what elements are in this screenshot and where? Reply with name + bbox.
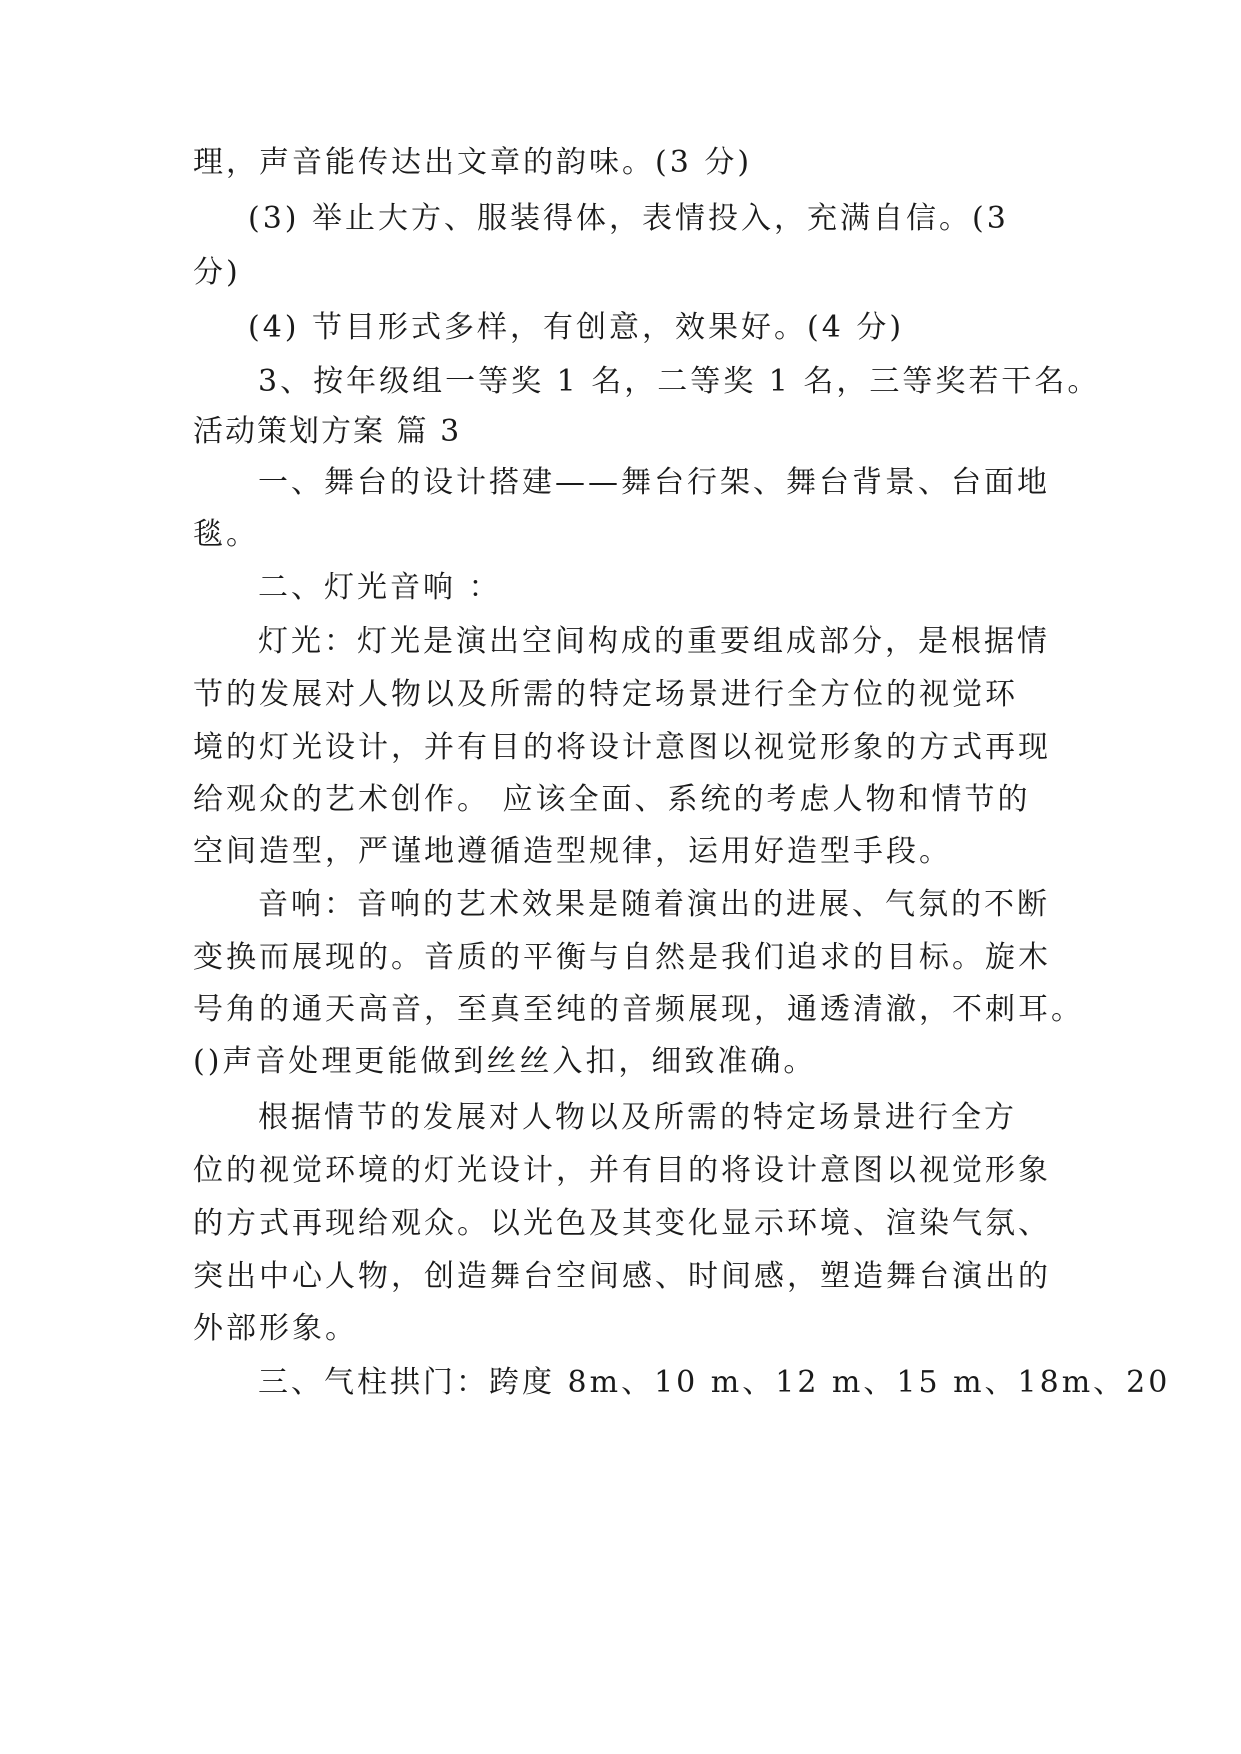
text-line: 二、灯光音响 ： <box>258 570 502 605</box>
text-line: 灯光：灯光是演出空间构成的重要组成部分，是根据情 <box>258 624 1050 659</box>
text-line: 理，声音能传达出文章的韵味。(3 分) <box>193 145 753 180</box>
text-line: 分) <box>193 255 241 290</box>
text-line: 号角的通天高音，至真至纯的音频展现，通透清澈，不刺耳。 <box>193 992 1084 1027</box>
text-line: 3、按年级组一等奖 1 名，二等奖 1 名，三等奖若干名。 <box>258 364 1101 399</box>
text-line: 位的视觉环境的灯光设计，并有目的将设计意图以视觉形象 <box>193 1153 1051 1188</box>
text-line: ()声音处理更能做到丝丝入扣，细致准确。 <box>193 1044 817 1079</box>
text-line: 三、气柱拱门：跨度 8m、10 m、12 m、15 m、18m、20 <box>258 1365 1171 1400</box>
text-line: 音响：音响的艺术效果是随着演出的进展、气氛的不断 <box>258 887 1050 922</box>
text-line: 根据情节的发展对人物以及所需的特定场景进行全方 <box>258 1100 1017 1135</box>
text-line: 突出中心人物，创造舞台空间感、时间感，塑造舞台演出的 <box>193 1259 1051 1294</box>
text-line: 变换而展现的。音质的平衡与自然是我们追求的目标。旋木 <box>193 940 1051 975</box>
text-line: 一、舞台的设计搭建——舞台行架、舞台背景、台面地 <box>258 465 1050 500</box>
text-line: 的方式再现给观众。以光色及其变化显示环境、渲染气氛、 <box>193 1206 1051 1241</box>
text-line: 毯。 <box>193 517 259 552</box>
text-line: 境的灯光设计，并有目的将设计意图以视觉形象的方式再现 <box>193 730 1051 765</box>
section-heading: 活动策划方案 篇 3 <box>193 414 462 449</box>
text-line: 给观众的艺术创作。 应该全面、系统的考虑人物和情节的 <box>193 782 1031 817</box>
text-line: (3) 举止大方、服装得体，表情投入，充满自信。(3 <box>248 201 1009 236</box>
text-line: 外部形象。 <box>193 1311 358 1346</box>
text-line: (4) 节目形式多样，有创意，效果好。(4 分) <box>248 310 905 345</box>
text-line: 节的发展对人物以及所需的特定场景进行全方位的视觉环 <box>193 677 1018 712</box>
text-line: 空间造型，严谨地遵循造型规律，运用好造型手段。 <box>193 834 952 869</box>
